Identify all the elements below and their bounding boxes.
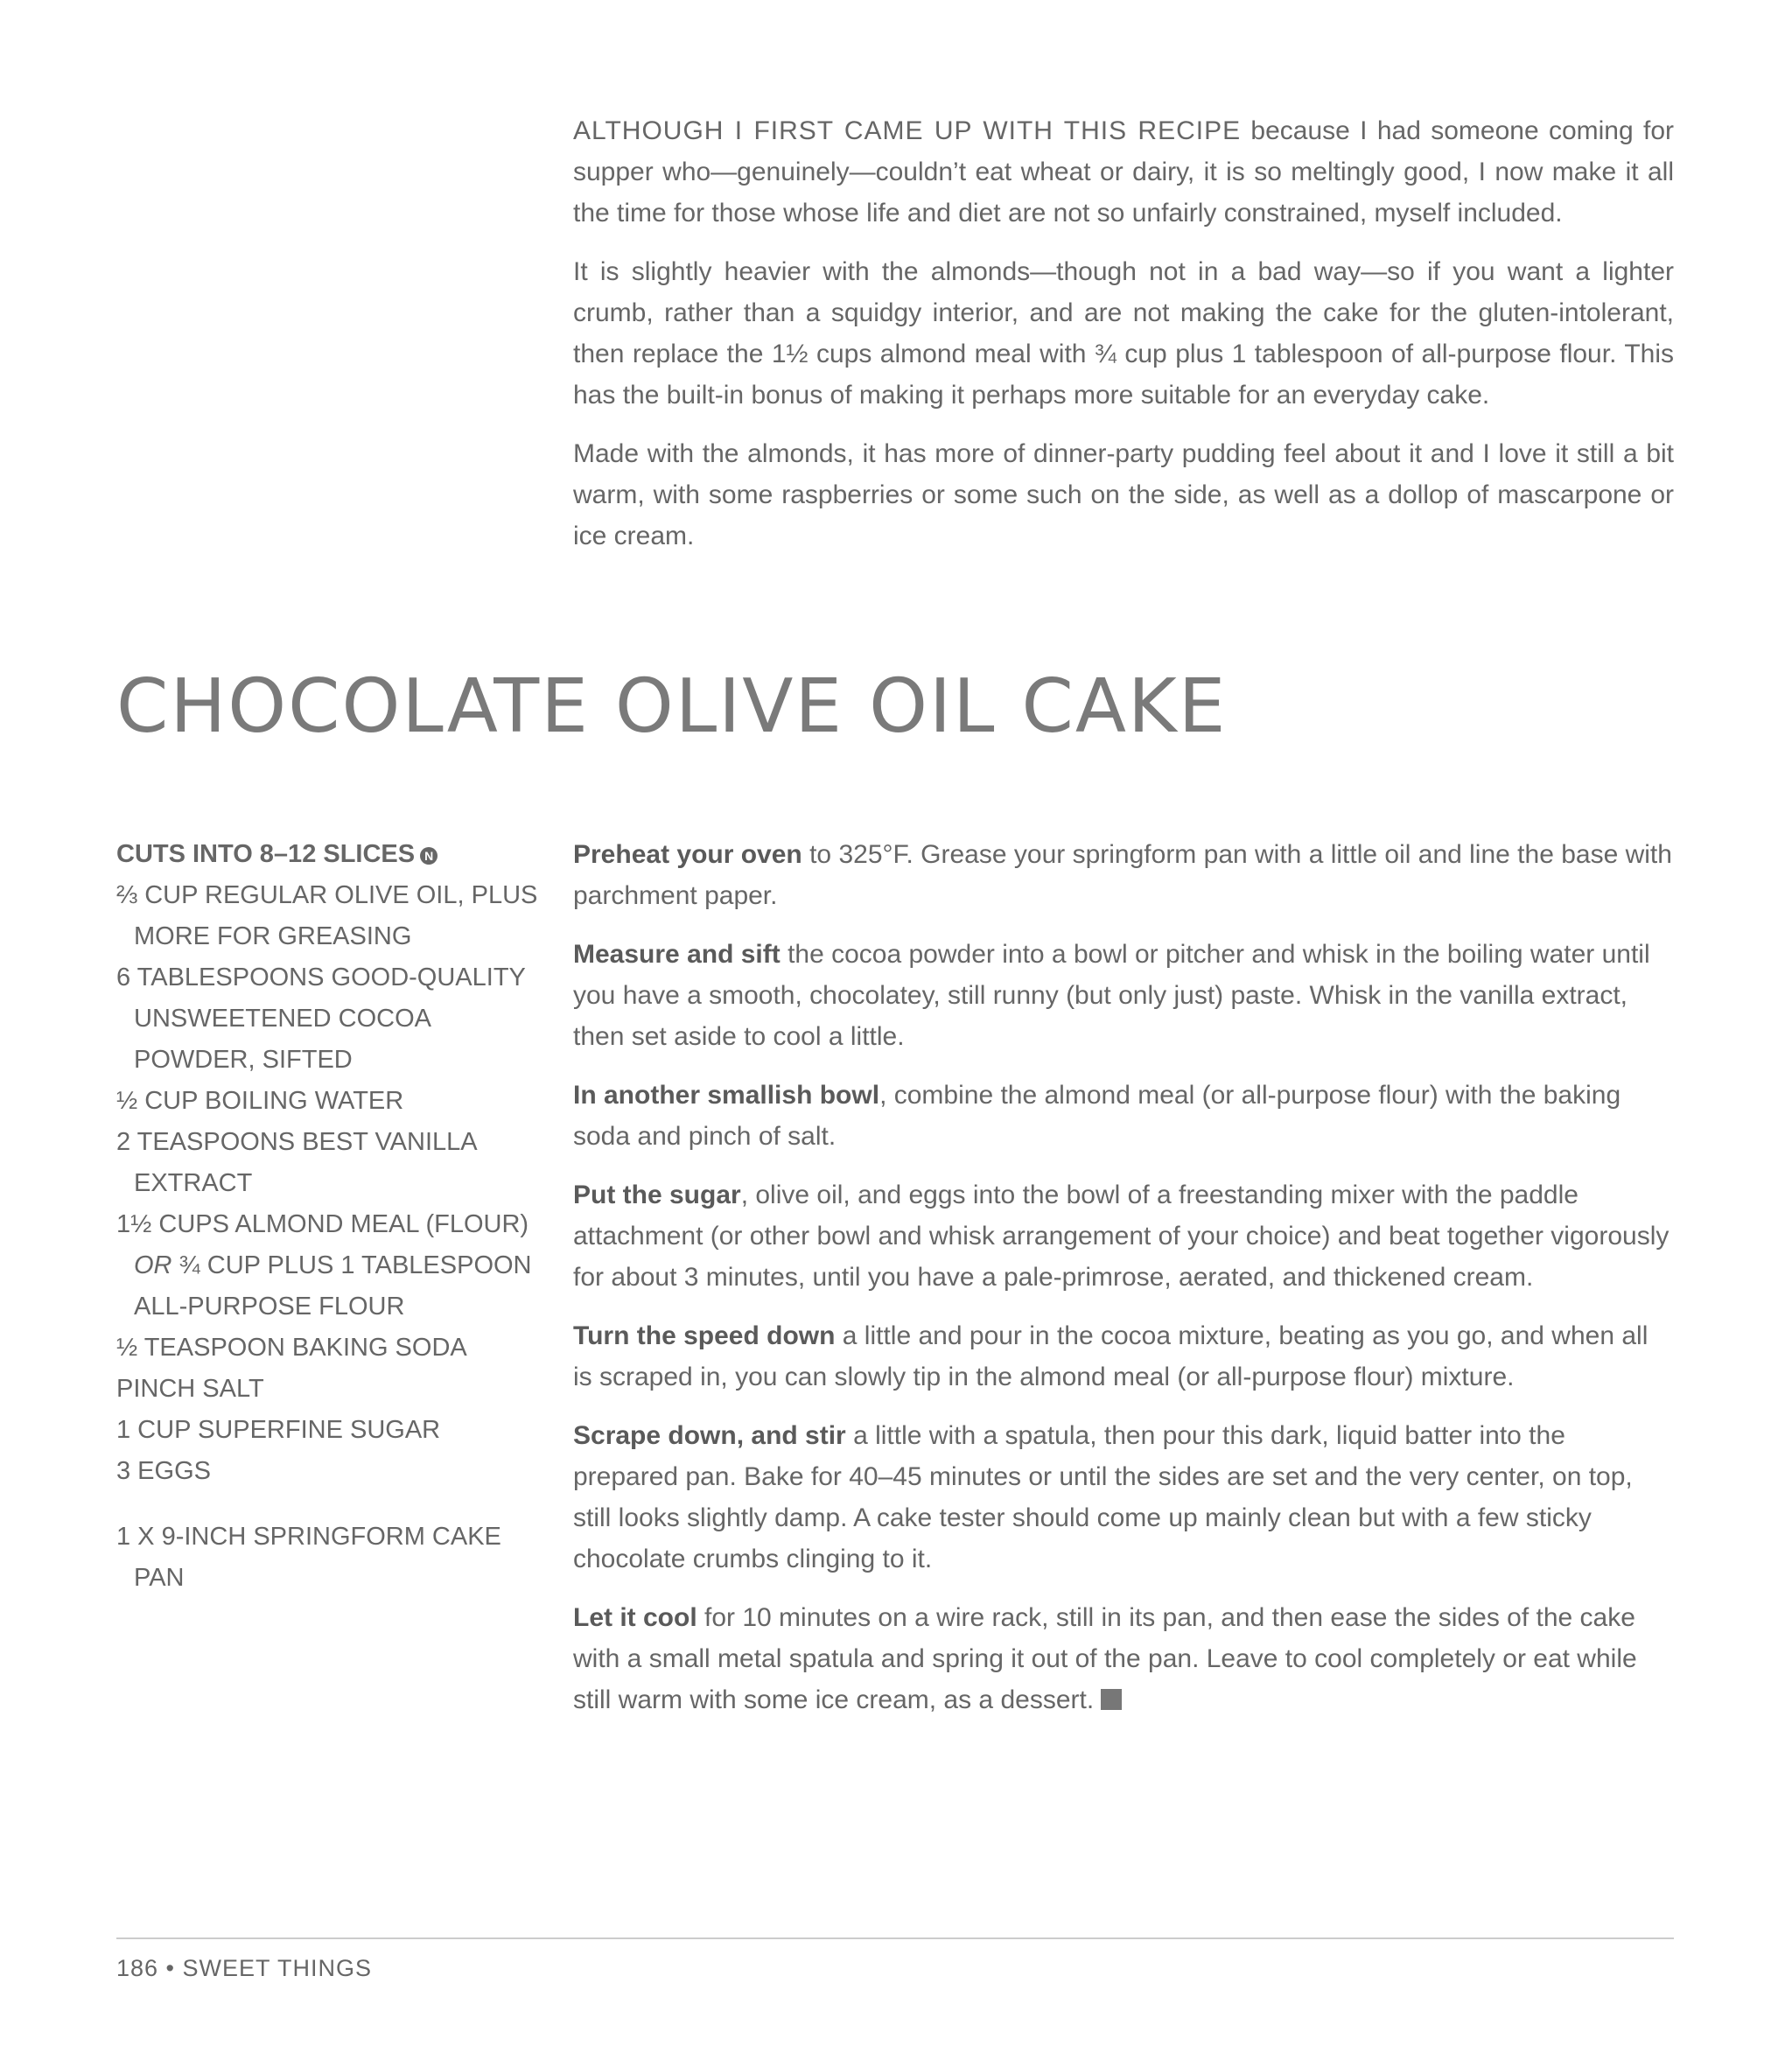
method-column <box>573 834 1674 1738</box>
method-step <box>573 1597 1674 1720</box>
method-step-lead: Measure and sift <box>573 940 780 969</box>
page-footer: 186 • SWEET THINGS <box>116 1955 373 1981</box>
recipe-title: CHOCOLATE OLIVE OIL CAKE <box>116 663 1228 750</box>
equipment-list <box>116 1517 545 1599</box>
intro-text <box>573 110 1674 574</box>
ingredient-item: 6 TABLESPOONS GOOD-QUALITY UNSWEETENED COCOA POWDER, SIFTED <box>116 963 526 1074</box>
method-step-text: a little with a spatula, then pour this dark, liquid batter into the prepared pan. Bake for 40–45 minutes or until the sides are set and the very center, on top, still looks slightly damp. A cake tester should come up mainly clean but with a few sticky chocolate crumbs clinging to it. <box>573 1421 1633 1573</box>
method-step-text: to 325°F. Grease your springform pan with a little oil and line the base with parchment paper. <box>573 840 1672 910</box>
ingredient-item: ½ TEASPOON BAKING SODA <box>116 1334 467 1362</box>
ingredient-item-almond <box>116 1204 545 1328</box>
method-step-lead: Preheat your oven <box>573 840 802 869</box>
yield-text: CUTS INTO 8–12 SLICES <box>116 840 416 868</box>
yield-line <box>116 834 545 875</box>
ingredient-item: 1 CUP SUPERFINE SUGAR <box>116 1416 441 1444</box>
ingredient-item: 3 EGGS <box>116 1457 211 1485</box>
intro-paragraph-1 <box>573 110 1674 234</box>
method-step-lead: Scrape down, and stir <box>573 1421 846 1450</box>
method-step <box>573 934 1674 1057</box>
ingredient-or-label: OR <box>134 1251 172 1279</box>
method-step-text: , olive oil, and eggs into the bowl of a freestanding mixer with the paddle attachment (or other bowl and whisk arrangement of your choice) and beat together vigorously for about 3 minutes, until you have a pale-primrose, aerated, and thickened cream. <box>573 1181 1670 1292</box>
equipment-item: 1 X 9-INCH SPRINGFORM CAKE PAN <box>116 1523 501 1592</box>
ingredient-list <box>116 875 545 1492</box>
method-step <box>573 1315 1674 1398</box>
intro-lead-caps: ALTHOUGH I FIRST CAME UP WITH THIS RECIPE <box>573 116 1242 145</box>
method-step-lead: Turn the speed down <box>573 1321 836 1350</box>
ingredient-item: 2 TEASPOONS BEST VANILLA EXTRACT <box>116 1128 477 1197</box>
method-step-text: a little and pour in the cocoa mixture, beating as you go, and when all is scraped in, you can slowly tip in the almond meal (or all-purpose flour) mixture. <box>573 1321 1648 1391</box>
end-mark-square-icon <box>1101 1689 1122 1710</box>
footer-divider <box>116 1937 1674 1939</box>
ingredient-almond-text: 1½ CUPS ALMOND MEAL (FLOUR) <box>116 1210 529 1238</box>
intro-paragraph-1-rest: because I had someone coming for supper who—genuinely—couldn’t eat wheat or dairy, it is so meltingly good, I now make it all the time for those whose life and diet are not so unfairly constrained, myself included. <box>573 116 1674 228</box>
method-step-lead: Let it cool <box>573 1603 697 1632</box>
method-step-lead: Put the sugar <box>573 1181 741 1209</box>
method-step-text: for 10 minutes on a wire rack, still in its pan, and then ease the sides of the cake with a small metal spatula and spring it out of the pan. Leave to cool completely or eat while still warm with some ice cream, as a dessert. <box>573 1603 1637 1714</box>
method-step <box>573 1415 1674 1580</box>
ingredient-almond-alternative: ¾ CUP PLUS 1 TABLESPOON ALL-PURPOSE FLOUR <box>134 1251 532 1321</box>
method-step-text: , combine the almond meal (or all-purpose flour) with the baking soda and pinch of salt. <box>573 1081 1621 1151</box>
method-step <box>573 1174 1674 1298</box>
method-step-text: the cocoa powder into a bowl or pitcher and whisk in the boiling water until you have a smooth, chocolatey, still runny (but only just) paste. Whisk in the vanilla extract, then set aside to cool a little. <box>573 940 1650 1051</box>
method-step <box>573 834 1674 916</box>
ingredients-column <box>116 834 545 1599</box>
ingredient-item: PINCH SALT <box>116 1375 264 1403</box>
nut-badge-icon: N <box>420 847 438 865</box>
method-step <box>573 1075 1674 1157</box>
method-step-lead: In another smallish bowl <box>573 1081 880 1110</box>
intro-paragraph-3: Made with the almonds, it has more of dinner-party pudding feel about it and I love it still a bit warm, with some raspberries or some such on the side, as well as a dollop of mascarpone or ice cream. <box>573 439 1674 550</box>
ingredient-item: ½ CUP BOILING WATER <box>116 1087 404 1115</box>
intro-paragraph-2: It is slightly heavier with the almonds—though not in a bad way—so if you want a lighter crumb, rather than a squidgy interior, and are not making the cake for the gluten-intolerant, then replace the 1½ cups almond meal with ¾ cup plus 1 tablespoon of all-purpose flour. This has the built-in bonus of making it perhaps more suitable for an everyday cake. <box>573 257 1674 410</box>
ingredient-item: ⅔ CUP REGULAR OLIVE OIL, PLUS MORE FOR GREASING <box>116 881 538 950</box>
